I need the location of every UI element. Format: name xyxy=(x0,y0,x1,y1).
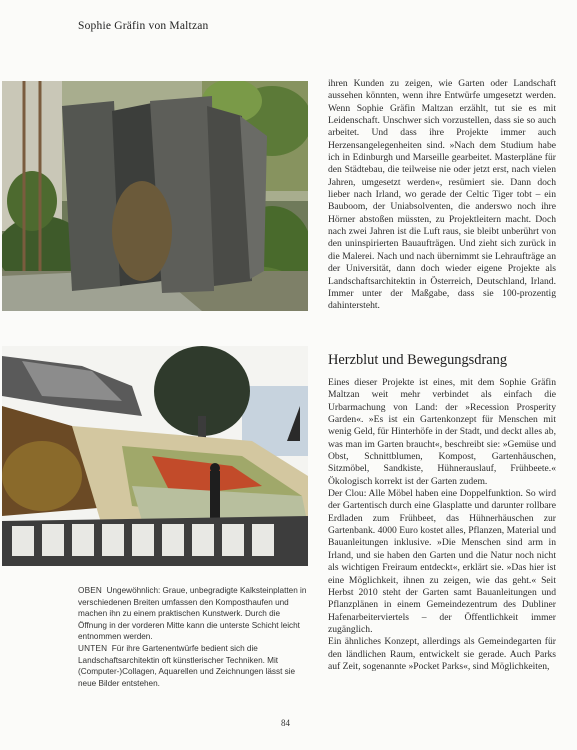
caption-text-bottom: Für ihre Gartenentwürfe bedient sich die Landschaftsarchitektin oft künstlerischer Techniken. Mit (Computer-)Collagen, Aquarellen und Zeichnungen lässt sie neue Bilder entstehen. xyxy=(78,643,296,688)
garden-collage-image xyxy=(2,346,308,566)
caption-label-bottom: UNTEN xyxy=(78,643,108,653)
text-column-top xyxy=(328,78,556,313)
running-header: Sophie Gräfin von Maltzan xyxy=(78,20,209,32)
paragraph: Ein ähnliches Konzept, allerdings als Gemeindegarten für den ländlichen Raum, entwickelt sie gerade. Auch Parks auf Zeit, sogenannte »Pocket Parks«, sind Möglichkeiten, xyxy=(328,636,556,672)
page-number: 84 xyxy=(281,718,290,728)
caption-label-top: OBEN xyxy=(78,586,103,595)
section-heading: Herzblut und Bewegungsdrang xyxy=(328,352,508,368)
image-caption xyxy=(78,585,310,689)
text-column-bottom xyxy=(328,377,556,673)
caption-bottom xyxy=(78,643,310,689)
paragraph: ihren Kunden zu zeigen, wie Garten oder Landschaft aussehen könnten, wenn ihre Entwürfe umgesetzt werden. Wenn Sophie Gräfin Maltzan erzählt, tut sie es mit Leidenschaft. Unschwer sich vorzustellen, dass sie so auch arbeitet. Und dass ihre Projekte immer auch Herzensangelegenheiten sind. »Nach dem Studium habe ich in Edinburgh und Marseille gearbeitet. Masterpläne für den Städtebau, die teilweise nie oder jetzt erst, nach vielen Jahren, umgesetzt werden«, resümiert sie. Dann doch lieber nach Irland, wo gerade der Celtic Tiger tobt – ein Bauboom, der Uniabsolventen, die anderswo noch ihre Hörner abstoßen müssten, zu Projektleitern macht. Doch nach zwei Jahren ist die Luft raus, sie bleibt unberührt von den uninspirierten Bauaufträgen. Und zieht sich zurück in die Malerei. Nach und nach übernimmt sie Lehraufträge an der Universität, dann doch wieder eigene Projekte als Landschaftsarchitektin in Österreich, Deutschland, Irland. Immer unter der Maßgabe, dass sie 100-prozentig dahintersteht. xyxy=(328,78,556,312)
caption-text-top: Ungewöhnlich: Graue, unbegradigte Kalksteinplatten in verschiedenen Breiten umfassen den Komposthaufen und machen ihn zu einem praktischen Kunstwerk. Durch die Öffnung in der vorderen Mitte kann die unterste Schicht leicht entnommen werden. xyxy=(78,586,307,642)
paragraph: Eines dieser Projekte ist eines, mit dem Sophie Gräfin Maltzan weit mehr verbindet als einfach die Urbarmachung von Land: der »Recession Prosperity Garden«. »Es ist ein Gartenkonzept für Menschen mit wenig Geld, für Hinterhöfe in der Stadt, und deckt alles ab, was man im Garten braucht«, beschreibt sie: »Gemüse und Obst, Schnittblumen, Kompost, Gartenhäuschen, Sitzmöbel, Sandkiste, Hühnerauslauf, Frühbeete.« Ökologisch korrekt ist der Garten zudem. xyxy=(328,377,556,487)
compost-stone-photo xyxy=(2,81,308,311)
caption-top xyxy=(78,585,310,643)
paragraph: Der Clou: Alle Möbel haben eine Doppelfunktion. So wird der Gartentisch durch eine Glasplatte und darunter rollbare Erdladen zum Frühbeet, das Hühnerhäuschen zur Gartenbank. 4000 Euro kostet alles, Pflanzen, Material und Bauanleitungen inklusive. »Die Menschen sind arm in Irland, und sie haben den Garten und die Natur noch nicht als wichtigen Freiraum entdeckt«, erklärt sie. »Das hier ist eine Möglichkeit, ihnen zu zeigen, wie das geht.« Seit Herbst 2010 steht der Garten samt Bauanleitungen und Pflanzplänen in einem Gemeindezentrum des Dubliner Hafenarbeiterviertels – der Öffentlichkeit immer zugänglich. xyxy=(328,488,556,635)
